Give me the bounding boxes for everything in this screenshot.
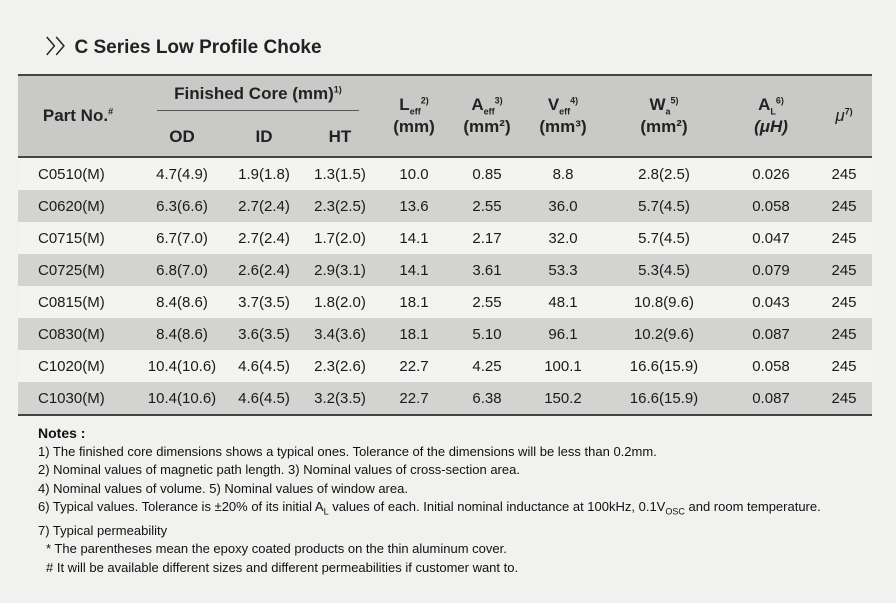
cell-mu: 245 (816, 254, 872, 286)
cell-al: 0.026 (726, 157, 816, 190)
table-row (18, 157, 872, 190)
cell-wa: 5.7(4.5) (602, 190, 726, 222)
cell-al: 0.087 (726, 382, 816, 415)
cell-part: C0510(M) (18, 157, 138, 190)
notes-heading: Notes : (38, 425, 86, 441)
cell-id: 2.6(2.4) (226, 254, 302, 286)
col-id: ID (226, 118, 302, 157)
cell-aeff: 2.55 (450, 190, 524, 222)
cell-part: C0620(M) (18, 190, 138, 222)
cell-wa: 16.6(15.9) (602, 382, 726, 415)
cell-mu: 245 (816, 190, 872, 222)
cell-aeff: 4.25 (450, 350, 524, 382)
cell-mu: 245 (816, 222, 872, 254)
cell-ht: 2.3(2.6) (302, 350, 378, 382)
cell-aeff: 3.61 (450, 254, 524, 286)
notes-section (38, 424, 821, 577)
note-3: 4) Nominal values of volume. 5) Nominal values of window area. (38, 480, 408, 496)
cell-aeff: 6.38 (450, 382, 524, 415)
cell-id: 4.6(4.5) (226, 350, 302, 382)
note-1: 1) The finished core dimensions shows a typical ones. Tolerance of the dimensions will be less than 0.2mm. (38, 443, 657, 459)
cell-veff: 48.1 (524, 286, 602, 318)
cell-wa: 5.7(4.5) (602, 222, 726, 254)
spec-table-container (18, 74, 872, 416)
col-ht: HT (302, 118, 378, 157)
cell-aeff: 2.17 (450, 222, 524, 254)
table-row (18, 318, 872, 350)
cell-od: 4.7(4.9) (138, 157, 226, 190)
cell-mu: 245 (816, 350, 872, 382)
cell-wa: 10.2(9.6) (602, 318, 726, 350)
cell-leff: 14.1 (378, 222, 450, 254)
cell-al: 0.087 (726, 318, 816, 350)
cell-wa: 2.8(2.5) (602, 157, 726, 190)
cell-ht: 1.7(2.0) (302, 222, 378, 254)
cell-od: 10.4(10.6) (138, 350, 226, 382)
cell-wa: 5.3(4.5) (602, 254, 726, 286)
cell-leff: 18.1 (378, 286, 450, 318)
cell-ht: 3.4(3.6) (302, 318, 378, 350)
note-2: 2) Nominal values of magnetic path length. 3) Nominal values of cross-section area. (38, 462, 520, 478)
cell-ht: 1.8(2.0) (302, 286, 378, 318)
cell-veff: 100.1 (524, 350, 602, 382)
cell-id: 3.6(3.5) (226, 318, 302, 350)
cell-od: 8.4(8.6) (138, 286, 226, 318)
col-aeff: $A_{eff}^{3)}$ (mm²) (450, 75, 524, 157)
col-finished-core: Finished Core (mm)$^{1)}$ (138, 75, 378, 118)
spec-table (18, 74, 872, 416)
cell-od: 8.4(8.6) (138, 318, 226, 350)
cell-aeff: 2.55 (450, 286, 524, 318)
cell-aeff: 0.85 (450, 157, 524, 190)
cell-part: C0830(M) (18, 318, 138, 350)
table-row (18, 190, 872, 222)
cell-al: 0.058 (726, 350, 816, 382)
col-wa: $W_a^{5)}$ (mm²) (602, 75, 726, 157)
table-row (18, 254, 872, 286)
cell-ht: 2.9(3.1) (302, 254, 378, 286)
note-asterisk: * The parentheses mean the epoxy coated products on the thin aluminum cover. (46, 541, 507, 557)
table-body (18, 157, 872, 415)
col-part-no: Part No.# (18, 75, 138, 157)
note-hash: # It will be available different sizes and different permeabilities if customer want to. (46, 559, 519, 575)
cell-id: 2.7(2.4) (226, 222, 302, 254)
cell-ht: 1.3(1.5) (302, 157, 378, 190)
header-row-1 (18, 75, 872, 118)
cell-wa: 16.6(15.9) (602, 350, 726, 382)
cell-al: 0.047 (726, 222, 816, 254)
cell-veff: 150.2 (524, 382, 602, 415)
cell-id: 2.7(2.4) (226, 190, 302, 222)
cell-leff: 18.1 (378, 318, 450, 350)
cell-aeff: 5.10 (450, 318, 524, 350)
cell-ht: 3.2(3.5) (302, 382, 378, 415)
cell-od: 10.4(10.6) (138, 382, 226, 415)
cell-leff: 14.1 (378, 254, 450, 286)
cell-ht: 2.3(2.5) (302, 190, 378, 222)
cell-od: 6.8(7.0) (138, 254, 226, 286)
cell-id: 1.9(1.8) (226, 157, 302, 190)
cell-part: C0715(M) (18, 222, 138, 254)
cell-leff: 22.7 (378, 350, 450, 382)
table-row (18, 286, 872, 318)
cell-part: C0725(M) (18, 254, 138, 286)
cell-mu: 245 (816, 286, 872, 318)
cell-part: C1020(M) (18, 350, 138, 382)
cell-veff: 36.0 (524, 190, 602, 222)
cell-veff: 96.1 (524, 318, 602, 350)
cell-mu: 245 (816, 318, 872, 350)
col-al: $A_L^{6)}$ (μH) (726, 75, 816, 157)
col-veff: $V_{eff}^{4)}$ (mm³) (524, 75, 602, 157)
cell-leff: 10.0 (378, 157, 450, 190)
cell-wa: 10.8(9.6) (602, 286, 726, 318)
page-title: 〉〉C Series Low Profile Choke (46, 37, 322, 58)
cell-al: 0.058 (726, 190, 816, 222)
cell-id: 4.6(4.5) (226, 382, 302, 415)
table-row (18, 382, 872, 415)
col-leff: $L_{eff}^{2)}$ (mm) (378, 75, 450, 157)
table-row (18, 222, 872, 254)
cell-al: 0.079 (726, 254, 816, 286)
note-5: 7) Typical permeability (38, 522, 168, 538)
col-od: OD (138, 118, 226, 157)
table-row (18, 350, 872, 382)
cell-mu: 245 (816, 382, 872, 415)
cell-veff: 8.8 (524, 157, 602, 190)
cell-leff: 13.6 (378, 190, 450, 222)
cell-mu: 245 (816, 157, 872, 190)
cell-od: 6.7(7.0) (138, 222, 226, 254)
cell-od: 6.3(6.6) (138, 190, 226, 222)
cell-veff: 53.3 (524, 254, 602, 286)
col-mu: $\mu^{7)}$ (816, 75, 872, 157)
note-4: 6) Typical values. Tolerance is ±20% of its initial $A_L$ values of each. Initial nominal inductance at 100kHz, $0.1V_{OSC}$ and room temperature. (38, 499, 821, 517)
cell-leff: 22.7 (378, 382, 450, 415)
cell-part: C1030(M) (18, 382, 138, 415)
cell-veff: 32.0 (524, 222, 602, 254)
cell-part: C0815(M) (18, 286, 138, 318)
cell-al: 0.043 (726, 286, 816, 318)
cell-id: 3.7(3.5) (226, 286, 302, 318)
